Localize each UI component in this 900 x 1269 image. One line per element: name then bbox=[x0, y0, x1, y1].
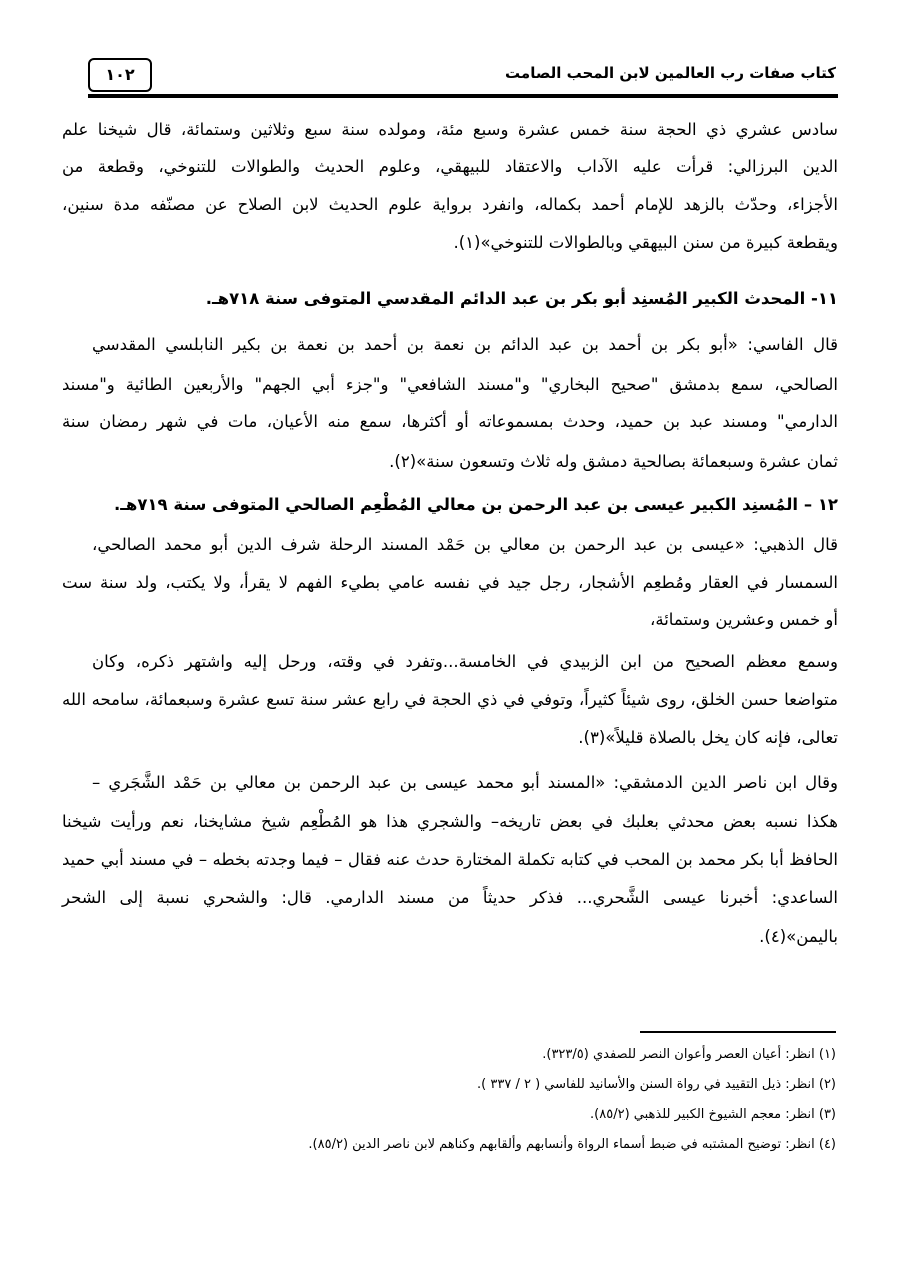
footnote-1: (١) انظر: أعيان العصر وأعوان النصر للصفدي (٣٢٣/٥). bbox=[542, 1047, 836, 1062]
text-line: الساعدي: أخبرنا عيسى الشَّحري... فذكر حديثاً من مسند الدارمي. قال: والشحري نسبة إلى الشحر bbox=[62, 888, 838, 907]
section-heading-11: ١١- المحدث الكبير المُسنِد أبو بكر بن عبد الدائم المقدسي المتوفى سنة ٧١٨هـ. bbox=[205, 289, 838, 308]
footnote-3: (٣) انظر: معجم الشيوخ الكبير للذهبي (٨٥/٢). bbox=[590, 1107, 836, 1122]
text-line: الأجزاء، وحدّث بالزهد للإمام أحمد بكماله، وانفرد برواية علوم الحديث لابن الصلاح عن مصنّفه مدة سنين، bbox=[62, 195, 838, 214]
text-line: الدين البرزالي: قرأت عليه الآداب والاعتقاد للبيهقي، وعلوم الحديث والطوالات للتنوخي، وقطعة من bbox=[62, 157, 838, 176]
text-line: وسمع معظم الصحيح من ابن الزبيدي في الخامسة...وتفرد في وقته، ورحل إليه واشتهر ذكره، وكان bbox=[92, 652, 838, 671]
text-line: متواضعا حسن الخلق، روى شيئاً كثيراً، وتوفي في ذي الحجة في رابع عشر سنة تسع عشرة وسبعمائة، سامحه الله bbox=[62, 690, 838, 709]
section-heading-12: ١٢ – المُسنِد الكبير عيسى بن عبد الرحمن بن معالي المُطْعِم الصالحي المتوفى سنة ٧١٩هـ. bbox=[114, 495, 838, 514]
page-number: ١٠٢ bbox=[88, 58, 152, 92]
text-line: هكذا نسبه بعض محدثي بعلبك في بعض تاريخه– والشجري هذا هو المُطْعِم شيخ مشايخنا، نعم ورأيت شيخنا bbox=[62, 812, 838, 831]
text-line: ثمان عشرة وسبعمائة بصالحية دمشق وله ثلاث وتسعون سنة»(٢). bbox=[389, 452, 838, 471]
footnote-4: (٤) انظر: توضيح المشتبه في ضبط أسماء الرواة وأنسابهم وألقابهم وكناهم لابن ناصر الدين (٨٥/٢). bbox=[308, 1137, 836, 1152]
text-line: تعالى، فإنه كان يخل بالصلاة قليلاً»(٣). bbox=[578, 728, 838, 747]
text-line: أو خمس وعشرين وستمائة، bbox=[650, 610, 838, 629]
text-line: قال الذهبي: «عيسى بن عبد الرحمن بن معالي بن حَمْد المسند الرحلة شرف الدين أبو محمد الصالحي، bbox=[92, 535, 838, 554]
text-line: سادس عشري ذي الحجة سنة خمس عشرة وسبع مئة، ومولده سنة سبع وثلاثين وستمائة، قال شيخنا علم bbox=[62, 120, 838, 139]
text-line: وقال ابن ناصر الدين الدمشقي: «المسند أبو محمد عيسى بن عبد الرحمن بن معالي بن حَمْد الشَّجَري – bbox=[92, 773, 838, 792]
header-rule bbox=[88, 94, 838, 98]
text-line: ويقطعة كبيرة من سنن البيهقي وبالطوالات للتنوخي»(١). bbox=[453, 233, 838, 252]
text-line: الدارمي" ومسند عبد بن حميد، وحدث بمسموعاته أو أكثرها، سمع منه الأعيان، مات في شهر رمضان سنة bbox=[62, 412, 838, 431]
book-title: كتاب صفات رب العالمين لابن المحب الصامت bbox=[505, 64, 836, 82]
text-line: السمسار في العقار ومُطعِم الأشجار، رجل جيد في نفسه عامي بطيء الفهم لا يقرأ، ولا يكتب، ولد سنة ست bbox=[62, 573, 838, 592]
text-line: الصالحي، سمع بدمشق "صحيح البخاري" و"مسند الشافعي" و"جزء أبي الجهم" والأربعين الطائية و"مسند bbox=[62, 375, 838, 394]
text-line: باليمن»(٤). bbox=[759, 927, 838, 946]
text-line: الحافظ أبا بكر محمد بن المحب في كتابه تكملة المختارة حدث عنه فقال – فيما وجدته بخطه – في مسند أبي حميد bbox=[62, 850, 838, 869]
text-line: قال الفاسي: «أبو بكر بن أحمد بن عبد الدائم بن نعمة بن أحمد بن نعمة بن بكير النابلسي المقدسي bbox=[92, 335, 838, 354]
footnote-2: (٢) انظر: ذيل التقييد في رواة السنن والأسانيد للفاسي ( ٢ / ٣٣٧ ). bbox=[477, 1077, 836, 1092]
footnote-separator bbox=[640, 1031, 836, 1033]
